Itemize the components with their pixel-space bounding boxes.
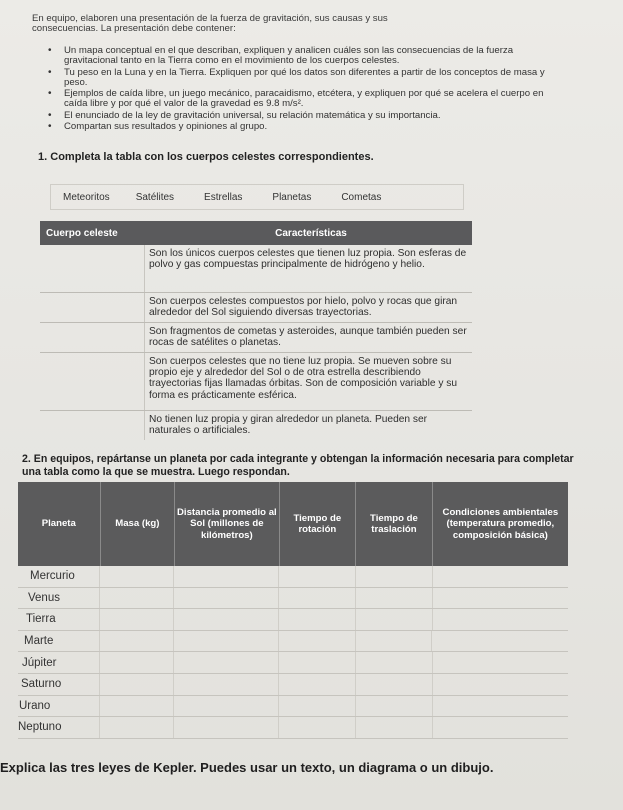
table-header <box>40 221 472 245</box>
rotacion-cell[interactable] <box>279 696 356 717</box>
distancia-cell[interactable] <box>174 588 279 609</box>
planet-name: Marte <box>18 631 100 652</box>
condiciones-cell[interactable] <box>433 696 569 717</box>
planet-name: Júpiter <box>18 652 100 673</box>
word-bank-item: Cometas <box>341 191 382 203</box>
word-bank-item: Estrellas <box>204 191 243 203</box>
word-bank-item: Satélites <box>135 191 175 203</box>
distancia-cell[interactable] <box>174 566 279 587</box>
table-row <box>40 353 472 411</box>
rotacion-cell[interactable] <box>279 652 356 673</box>
question-1-number: 1. <box>38 151 48 163</box>
traslacion-cell[interactable] <box>356 674 433 695</box>
planet-name: Neptuno <box>18 717 100 738</box>
traslacion-cell[interactable] <box>356 631 433 652</box>
table-row <box>18 674 568 696</box>
intro-line-1: En equipo, elaboren una presentación de la fuerza de gravitación, sus causas y sus <box>32 13 388 24</box>
table-row <box>18 652 568 674</box>
question-2-text: En equipos, repártanse un planeta por cada integrante y obtengan la información necesaria para completar una tabla como la que se muestra. Luego respondan. <box>22 453 574 478</box>
distancia-cell[interactable] <box>174 674 279 695</box>
header-tiempo-traslacion: Tiempo de traslación <box>356 482 433 566</box>
masa-cell[interactable] <box>100 717 175 738</box>
table-row <box>40 411 472 440</box>
table-row <box>18 631 568 653</box>
table-row <box>18 588 568 610</box>
list-item: • El enunciado de la ley de gravitación universal, su relación matemática y su importancia. <box>48 111 568 121</box>
planet-name: Venus <box>18 588 100 609</box>
answer-cell[interactable] <box>40 245 145 292</box>
table-row <box>40 245 472 293</box>
condiciones-cell[interactable] <box>433 588 569 609</box>
rotacion-cell[interactable] <box>279 588 356 609</box>
masa-cell[interactable] <box>100 588 175 609</box>
traslacion-cell[interactable] <box>356 609 433 630</box>
rotacion-cell[interactable] <box>279 674 356 695</box>
header-tiempo-rotacion: Tiempo de rotación <box>280 482 357 566</box>
table-row <box>18 696 568 718</box>
answer-cell[interactable] <box>40 411 145 440</box>
condiciones-cell[interactable] <box>433 674 569 695</box>
characteristics-cell: Son cuerpos celestes que no tiene luz propia. Se mueven sobre su propio eje y alrededor del Sol o de otra estrella describiendo trayectorias fijas llamadas órbitas. Son de composición variable y su forma es prácticamente esférica. <box>149 356 458 401</box>
distancia-cell[interactable] <box>174 609 279 630</box>
condiciones-cell[interactable] <box>433 609 569 630</box>
intro-line-2: consecuencias. La presentación debe contener: <box>32 23 236 35</box>
condiciones-cell[interactable] <box>433 566 568 587</box>
condiciones-cell[interactable] <box>432 631 568 652</box>
traslacion-cell[interactable] <box>356 588 433 609</box>
planet-name: Saturno <box>18 674 100 695</box>
masa-cell[interactable] <box>100 609 175 630</box>
planets-table <box>18 482 568 739</box>
question-2-number: 2. <box>22 453 31 465</box>
list-item: • Tu peso en la Luna y en la Tierra. Expliquen por qué los datos son diferentes a partir de los conceptos de masa y peso. <box>48 68 568 89</box>
list-item: • Un mapa conceptual en el que describan, expliquen y analicen cuáles son las consecuencias de la fuerza gravitacional tanto en la Tierra como en el movimiento de los cuerpos celestes. <box>48 46 568 67</box>
answer-cell[interactable] <box>40 353 145 410</box>
celestial-bodies-table <box>40 221 472 440</box>
masa-cell[interactable] <box>100 674 175 695</box>
distancia-cell[interactable] <box>174 696 279 717</box>
distancia-cell[interactable] <box>174 717 279 738</box>
requirements-list <box>48 46 568 133</box>
header-condiciones: Condiciones ambientales (temperatura promedio, composición básica) <box>442 506 559 541</box>
planet-name: Tierra <box>18 609 100 630</box>
traslacion-cell[interactable] <box>356 696 433 717</box>
condiciones-cell[interactable] <box>433 652 569 673</box>
characteristics-cell: Son fragmentos de cometas y asteroides, aunque también pueden ser rocas de satélites o planetas. <box>149 326 467 349</box>
table-row <box>18 717 568 739</box>
header-cuerpo-celeste: Cuerpo celeste <box>46 227 118 239</box>
traslacion-cell[interactable] <box>356 652 433 673</box>
rotacion-cell[interactable] <box>279 631 356 652</box>
question-1 <box>38 151 374 163</box>
header-distancia: Distancia promedio al Sol (millones de kilómetros) <box>175 482 279 566</box>
planet-name: Urano <box>18 696 100 717</box>
characteristics-cell: Son cuerpos celestes compuestos por hielo, polvo y rocas que giran alrededor del Sol siguiendo diversas trayectorias. <box>149 296 458 319</box>
list-item: • Compartan sus resultados y opiniones al grupo. <box>48 122 568 132</box>
header-masa: Masa (kg) <box>101 482 176 566</box>
table-header <box>18 482 568 566</box>
answer-cell[interactable] <box>40 323 145 352</box>
intro-text <box>32 14 572 35</box>
distancia-cell[interactable] <box>174 652 279 673</box>
rotacion-cell[interactable] <box>279 717 356 738</box>
word-bank <box>50 184 464 210</box>
word-bank-item: Meteoritos <box>63 191 110 203</box>
rotacion-cell[interactable] <box>279 566 356 587</box>
planet-rows <box>18 566 568 739</box>
distancia-cell[interactable] <box>174 631 279 652</box>
question-1-text: Completa la tabla con los cuerpos celestes correspondientes. <box>50 151 374 163</box>
characteristics-cell: Son los únicos cuerpos celestes que tienen luz propia. Son esferas de polvo y gas compuestas principalmente de hidrógeno y helio. <box>149 248 467 271</box>
traslacion-cell[interactable] <box>356 717 433 738</box>
list-item: • Ejemplos de caída libre, un juego mecánico, paracaidismo, etcétera, y expliquen por qué se acelera el cuerpo en caída libre y por qué el valor de la gravedad es 9.8 m/s². <box>48 89 568 110</box>
characteristics-cell: No tienen luz propia y giran alrededor un planeta. Pueden ser naturales o artificiales. <box>149 414 428 437</box>
table-row <box>18 609 568 631</box>
answer-cell[interactable] <box>40 293 145 322</box>
rotacion-cell[interactable] <box>279 609 356 630</box>
header-planeta: Planeta <box>18 482 101 566</box>
traslacion-cell[interactable] <box>356 566 433 587</box>
question-2 <box>22 453 582 478</box>
table-row <box>18 566 568 588</box>
table-row <box>40 293 472 323</box>
masa-cell[interactable] <box>100 566 175 587</box>
planet-name: Mercurio <box>18 566 100 587</box>
masa-cell[interactable] <box>100 696 175 717</box>
header-caracteristicas: Características <box>275 227 347 239</box>
table-row <box>40 323 472 353</box>
question-3 <box>0 760 623 775</box>
word-bank-item: Planetas <box>272 191 312 203</box>
question-3-text: Explica las tres leyes de Kepler. Puedes usar un texto, un diagrama o un dibujo. <box>0 760 494 775</box>
masa-cell[interactable] <box>100 652 175 673</box>
condiciones-cell[interactable] <box>433 717 569 738</box>
masa-cell[interactable] <box>100 631 175 652</box>
